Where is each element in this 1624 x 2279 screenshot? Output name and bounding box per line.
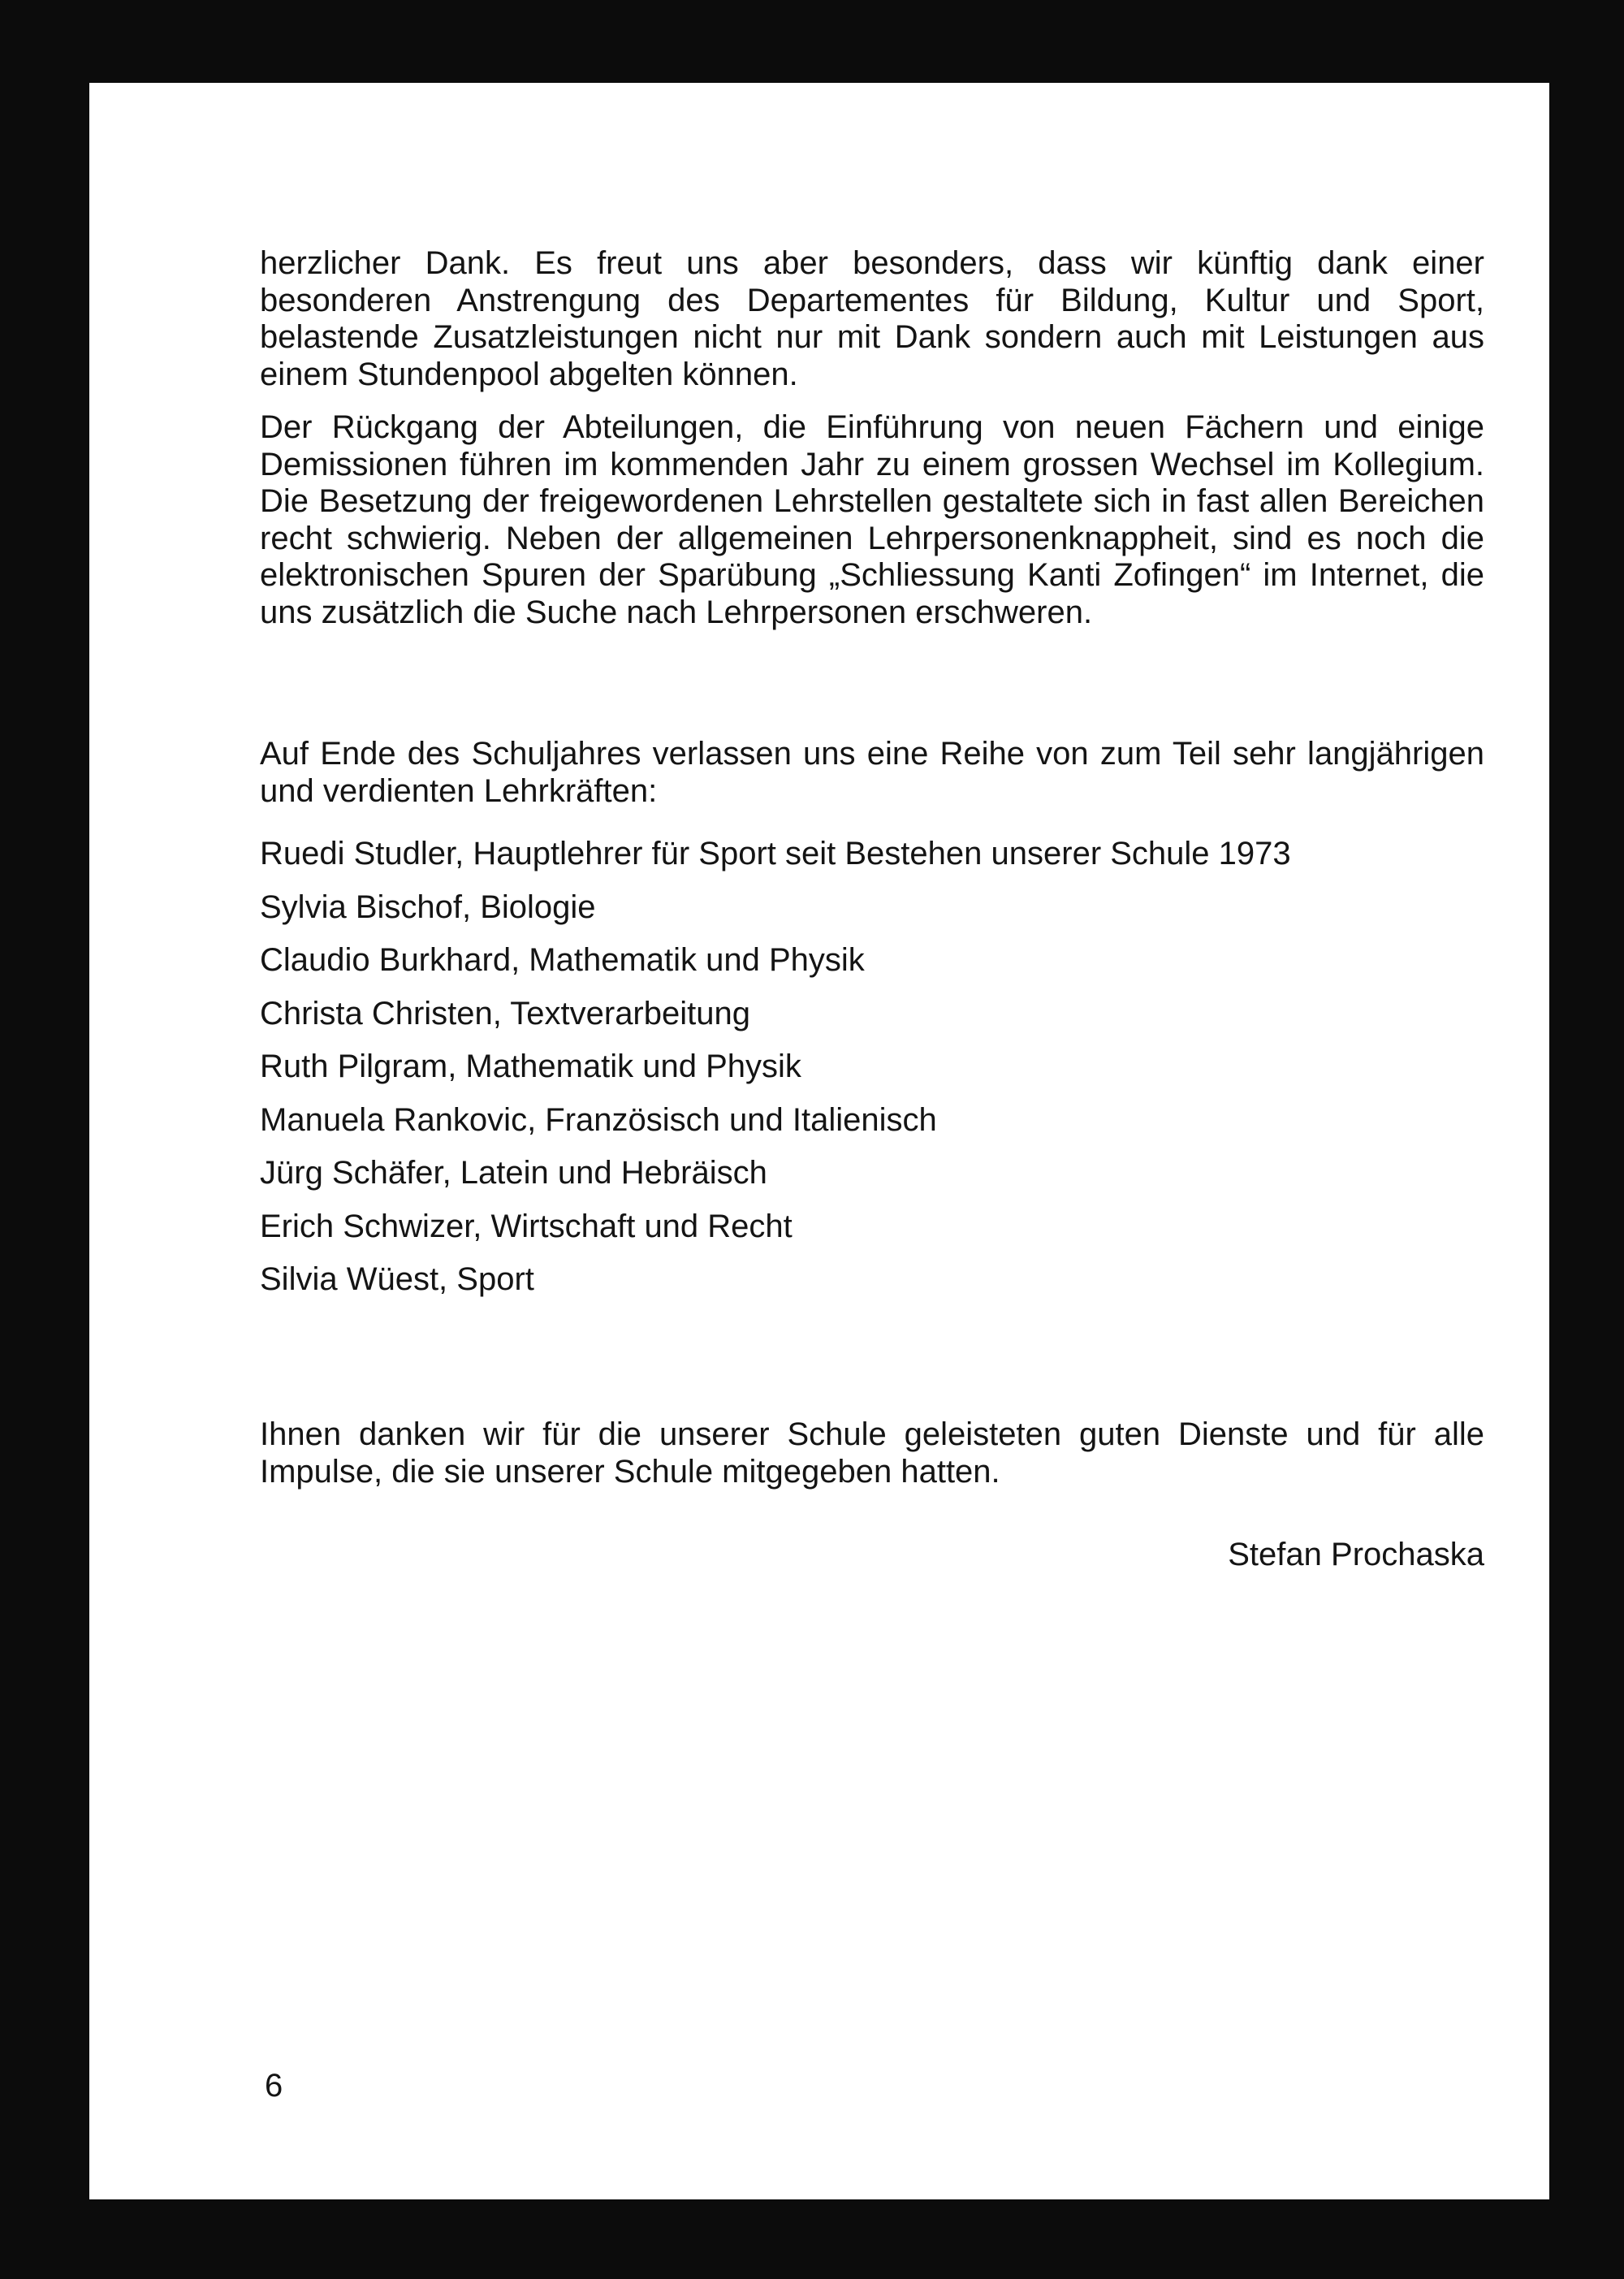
departing-teachers-list — [260, 828, 1484, 1307]
paragraph-staff-changes: Der Rückgang der Abteilungen, die Einführung von neuen Fächern und einige Demissionen führen im kommenden Jahr zu einem grossen Wechsel im Kollegium. Die Besetzung der freigewordenen Lehrstellen gestaltete sich in fast allen Bereichen recht schwierig. Neben der allgemeinen Lehrpersonenknappheit, sind es noch die elektronischen Spuren der Sparübung „Schliessung Kanti Zofingen“ im Internet, die uns zusätzlich die Suche nach Lehrpersonen erschweren. — [260, 409, 1484, 630]
list-item: Sylvia Bischof, Biologie — [260, 889, 596, 925]
list-item: Jürg Schäfer, Latein und Hebräisch — [260, 1155, 767, 1191]
page-number: 6 — [265, 2068, 283, 2104]
list-item: Ruth Pilgram, Mathematik und Physik — [260, 1049, 801, 1084]
list-item: Manuela Rankovic, Französisch und Italienisch — [260, 1101, 937, 1138]
document-page — [89, 83, 1549, 2199]
paragraph-departures-intro: Auf Ende des Schuljahres verlassen uns eine Reihe von zum Teil sehr langjährigen und verdienten Lehrkräften: — [260, 736, 1484, 809]
list-item: Ruedi Studler, Hauptlehrer für Sport seit Bestehen unserer Schule 1973 — [260, 836, 1291, 871]
list-item: Claudio Burkhard, Mathematik und Physik — [260, 942, 865, 978]
signature: Stefan Prochaska — [1228, 1537, 1484, 1572]
paragraph-closing: Ihnen danken wir für die unserer Schule geleisteten guten Dienste und für alle Impulse, die sie unserer Schule mitgegeben hatten. — [260, 1416, 1484, 1490]
list-item: Erich Schwizer, Wirtschaft und Recht — [260, 1208, 793, 1244]
list-item: Christa Christen, Textverarbeitung — [260, 995, 750, 1031]
paragraph-thanks: herzlicher Dank. Es freut uns aber besonders, dass wir künftig dank einer besonderen Anstrengung des Departementes für Bildung, Kultur und Sport, belastende Zusatzleistungen nicht nur mit Dank sondern auch mit Leistungen aus einem Stundenpool abgelten können. — [260, 245, 1484, 392]
list-item: Silvia Wüest, Sport — [260, 1261, 534, 1297]
